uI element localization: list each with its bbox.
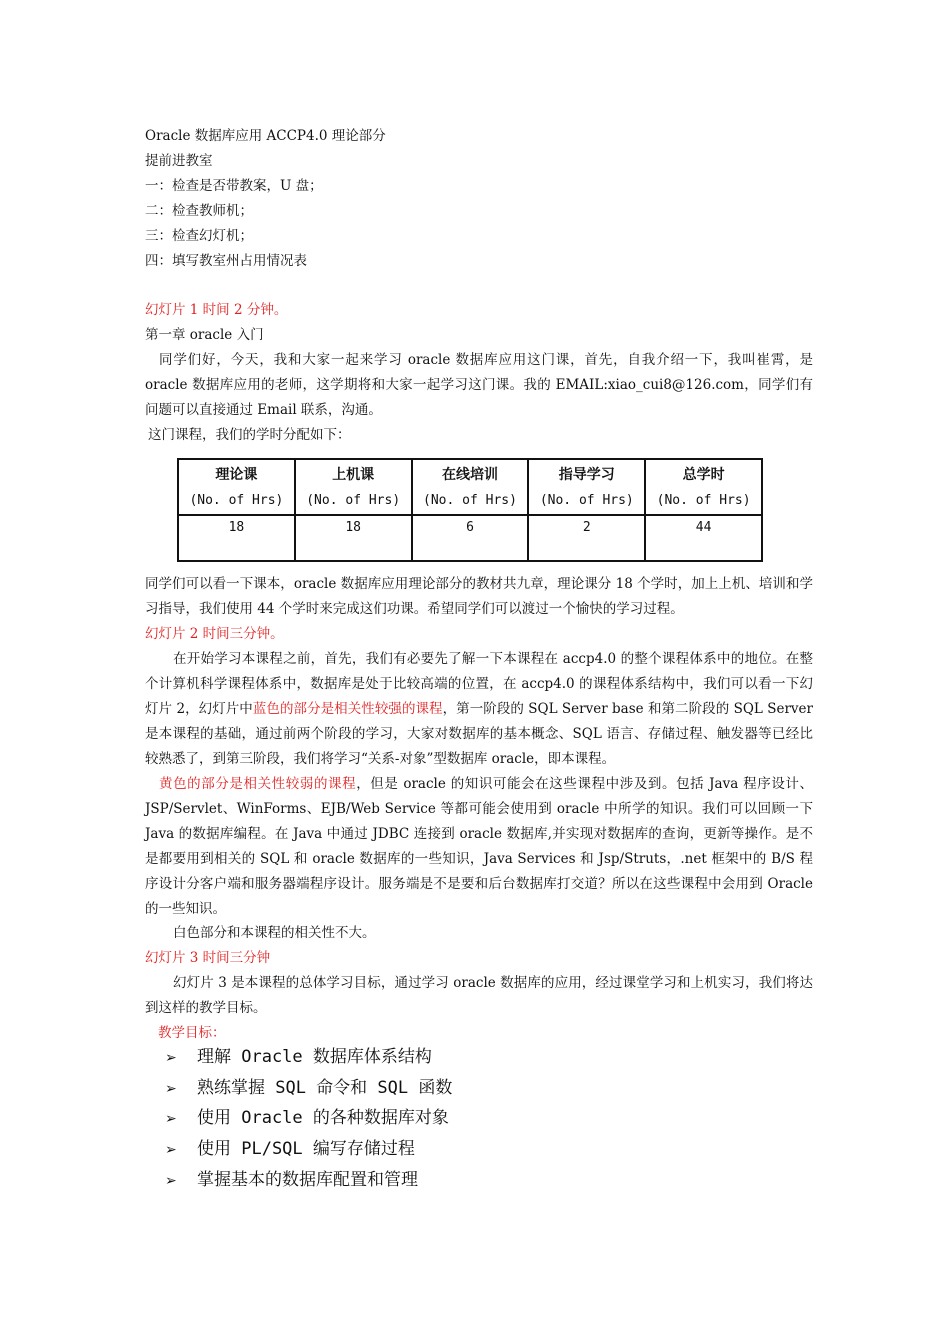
- table-header-cell: 总学时 (No. of Hrs): [645, 459, 762, 515]
- slide3-heading: 幻灯片 3 时间三分钟: [145, 950, 271, 966]
- hours-table: [177, 458, 763, 562]
- highlight-weak: 黄色的部分是相关性较弱的课程: [159, 776, 357, 792]
- slide2-paragraph-3: 白色部分和本课程的相关性不大。: [173, 925, 376, 941]
- arrow-bullet-icon: ➢: [165, 1142, 177, 1158]
- arrow-bullet-icon: ➢: [165, 1050, 177, 1066]
- chapter-title: 第一章 oracle 入门: [145, 327, 264, 343]
- slide2-paragraph-1: 在开始学习本课程之前，首先，我们有必要先了解一下本课程在 accp4.0 的整个课程体系中的地位。在整个计算机科学课程体系中，数据库是处于比较高端的位置，在 accp4.0 的课程体系结构中，我们可以看一下幻灯片 2，幻灯片中蓝色的部分是相关性较强的课程，第一阶段的 SQL Server base 和第二阶段的 SQL Server 是本课程的基础，通过前两个阶段的学习，大家对数据库的基本概念、SQL 语言、存储过程、触发器等已经比较熟悉了，到第三阶段，我们将学习“关系-对象”型数据库 oracle，即本课程。: [145, 651, 813, 767]
- after-table-paragraph: 同学们可以看一下课本，oracle 数据库应用理论部分的教材共九章，理论课分 18 个学时，加上上机、培训和学习指导，我们使用 44 个学时来完成这们功课。希望同学们可以渡过一个愉快的学习过程。: [145, 576, 813, 617]
- table-header-cell: 上机课 (No. of Hrs): [295, 459, 412, 515]
- table-header-cell: 理论课 (No. of Hrs): [178, 459, 295, 515]
- slide2-paragraph-2: 黄色的部分是相关性较弱的课程，但是 oracle 的知识可能会在这些课程中涉及到。包括 Java 程序设计、JSP/Servlet、WinForms、EJB/Web Service 等都可能会使用到 oracle 中所学的知识。我们可以回顾一下 Java 的数据库编程。在 Java 中通过 JDBC 连接到 oracle 数据库,并实现对数据库的查询，更新等操作。是不是都要用到相关的 SQL 和 oracle 数据库的一些知识，Java Services 和 Jsp/Struts，.net 框架中的 B/S 程序设计分客户端和服务器端程序设计。服务端是不是要和后台数据库打交道？所以在这些课程中会用到 Oracle 的一些知识。: [145, 776, 813, 917]
- check-item: 四：填写教室州占用情况表: [145, 253, 307, 269]
- table-cell: 6: [412, 515, 529, 561]
- table-header-cell: 在线培训 (No. of Hrs): [412, 459, 529, 515]
- goal-item: ➢ 使用 PL/SQL 编写存储过程: [165, 1134, 415, 1165]
- check-item: 二：检查教师机；: [145, 203, 253, 219]
- goal-item: ➢ 使用 Oracle 的各种数据库对象: [165, 1103, 449, 1134]
- slide3-paragraph: 幻灯片 3 是本课程的总体学习目标，通过学习 oracle 数据库的应用，经过课堂学习和上机实习，我们将达到这样的教学目标。: [145, 975, 813, 1016]
- table-cell: 18: [295, 515, 412, 561]
- table-cell: 2: [528, 515, 645, 561]
- check-item: 一：检查是否带教案，U 盘；: [145, 178, 323, 194]
- alloc-text: 这门课程，我们的学时分配如下：: [148, 427, 351, 443]
- arrow-bullet-icon: ➢: [165, 1173, 177, 1189]
- slide2-heading: 幻灯片 2 时间三分钟。: [145, 626, 284, 642]
- doc-title: Oracle 数据库应用 ACCP4.0 理论部分: [145, 128, 386, 144]
- table-cell: 44: [645, 515, 762, 561]
- arrow-bullet-icon: ➢: [165, 1081, 177, 1097]
- goal-item: ➢ 熟练掌握 SQL 命令和 SQL 函数: [165, 1073, 452, 1104]
- early-note: 提前进教室: [145, 153, 213, 169]
- intro-paragraph: 同学们好，今天，我和大家一起来学习 oracle 数据库应用这门课，首先，自我介绍一下，我叫崔霄，是 oracle 数据库应用的老师，这学期将和大家一起学习这门课。我的 EMAIL:xiao_cui8@126.com，同学们有问题可以直接通过 Email 联系，沟通。: [145, 352, 813, 418]
- highlight-strong: 蓝色的部分是相关性较强的课程: [252, 701, 443, 717]
- table-header-cell: 指导学习 (No. of Hrs): [528, 459, 645, 515]
- goal-item: ➢ 掌握基本的数据库配置和管理: [165, 1165, 418, 1196]
- check-item: 三：检查幻灯机；: [145, 228, 253, 244]
- arrow-bullet-icon: ➢: [165, 1111, 177, 1127]
- goals-label: 教学目标：: [158, 1025, 226, 1041]
- slide1-heading: 幻灯片 1 时间 2 分钟。: [145, 302, 288, 318]
- table-cell: 18: [178, 515, 295, 561]
- goal-item: ➢ 理解 Oracle 数据库体系结构: [165, 1042, 432, 1073]
